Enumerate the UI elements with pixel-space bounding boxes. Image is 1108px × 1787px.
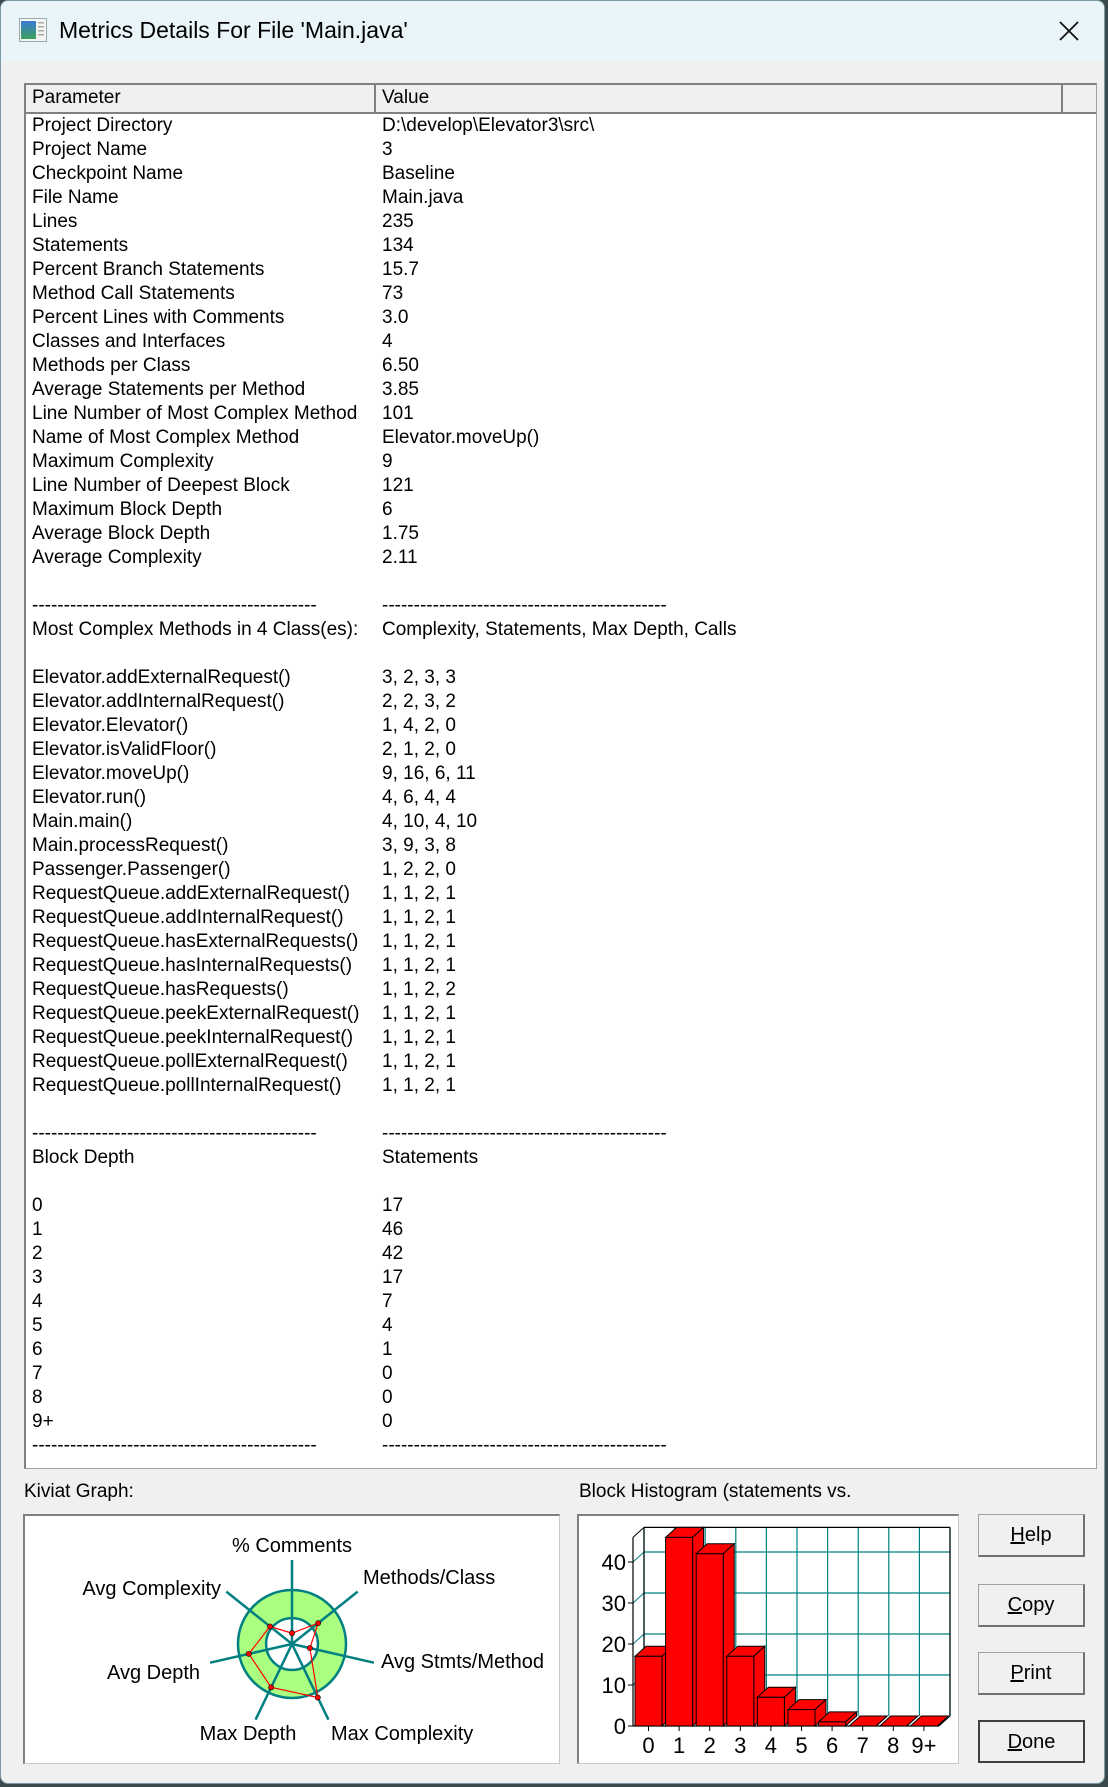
parameter-cell: Main.processRequest()	[32, 835, 229, 856]
value-cell: 9	[382, 451, 393, 472]
block-histogram-label: Block Histogram (statements vs.	[579, 1481, 852, 1502]
value-cell: 9, 16, 6, 11	[382, 763, 476, 784]
parameter-cell: Average Block Depth	[32, 523, 211, 544]
value-cell: 3, 2, 3, 3	[382, 667, 456, 688]
table-row[interactable]	[26, 330, 1096, 354]
value-cell: 15.7	[382, 259, 419, 280]
table-row[interactable]	[26, 810, 1096, 834]
value-cell: 1, 1, 2, 1	[382, 907, 456, 928]
parameter-cell: Line Number of Deepest Block	[32, 475, 290, 496]
parameter-cell: 1	[32, 1219, 43, 1240]
parameter-cell: ---------------------------------------------	[32, 1435, 317, 1456]
block-histogram-panel	[577, 1514, 959, 1764]
parameter-cell: Percent Lines with Comments	[32, 307, 285, 328]
parameter-cell: 6	[32, 1339, 43, 1360]
parameter-cell: File Name	[32, 187, 119, 208]
kiviat-axis-label: Methods/Class	[363, 1567, 496, 1589]
table-row[interactable]	[26, 1386, 1096, 1410]
value-cell: 1, 1, 2, 1	[382, 955, 456, 976]
parameter-cell: Main.main()	[32, 811, 133, 832]
print-button-mnemonic: P	[1010, 1662, 1024, 1684]
table-row[interactable]	[26, 1002, 1096, 1026]
value-cell: Main.java	[382, 187, 464, 208]
value-cell: Complexity, Statements, Max Depth, Calls	[382, 619, 737, 640]
value-cell: 1, 1, 2, 2	[382, 979, 456, 1000]
value-cell: 0	[382, 1387, 393, 1408]
value-cell: Elevator.moveUp()	[382, 427, 540, 448]
column-header-empty[interactable]	[1063, 85, 1097, 112]
parameter-cell: RequestQueue.addExternalRequest()	[32, 883, 350, 904]
table-row[interactable]	[26, 1170, 1096, 1194]
parameter-cell: Percent Branch Statements	[32, 259, 265, 280]
table-row[interactable]	[26, 1122, 1096, 1146]
value-cell: 7	[382, 1291, 393, 1312]
list-rows	[26, 114, 1096, 1458]
table-row[interactable]	[26, 1410, 1096, 1434]
table-row[interactable]	[26, 498, 1096, 522]
table-row[interactable]	[26, 138, 1096, 162]
parameter-cell: ---------------------------------------------	[32, 1123, 317, 1144]
value-cell: 1, 1, 2, 1	[382, 1027, 456, 1048]
parameter-cell: Statements	[32, 235, 129, 256]
value-cell: 4	[382, 331, 393, 352]
parameter-cell: Methods per Class	[32, 355, 191, 376]
kiviat-point	[246, 1651, 251, 1656]
parameter-cell: Name of Most Complex Method	[32, 427, 300, 448]
table-row[interactable]	[26, 714, 1096, 738]
table-row[interactable]	[26, 738, 1096, 762]
parameter-cell: 0	[32, 1195, 43, 1216]
x-tick-label: 0	[642, 1733, 655, 1758]
value-cell: 1.75	[382, 523, 419, 544]
table-row[interactable]	[26, 258, 1096, 282]
table-row[interactable]	[26, 786, 1096, 810]
value-cell: 4, 6, 4, 4	[382, 787, 456, 808]
done-button-mnemonic: D	[1007, 1731, 1023, 1753]
kiviat-graph-panel	[23, 1514, 560, 1764]
table-row[interactable]	[26, 882, 1096, 906]
value-cell: 17	[382, 1195, 404, 1216]
parameter-cell: RequestQueue.peekInternalRequest()	[32, 1027, 354, 1048]
parameter-cell: RequestQueue.peekExternalRequest()	[32, 1003, 360, 1024]
parameter-cell: Maximum Block Depth	[32, 499, 223, 520]
table-row[interactable]	[26, 474, 1096, 498]
x-tick-label: 3	[734, 1733, 747, 1758]
value-cell: 2.11	[382, 547, 418, 568]
table-row[interactable]	[26, 834, 1096, 858]
plot-corner	[633, 1527, 644, 1537]
copy-button-mnemonic: C	[1007, 1594, 1023, 1616]
parameter-cell: 9+	[32, 1411, 54, 1432]
table-row[interactable]	[26, 186, 1096, 210]
table-row[interactable]	[26, 234, 1096, 258]
table-row[interactable]	[26, 1218, 1096, 1242]
table-row[interactable]	[26, 1074, 1096, 1098]
value-cell: 73	[382, 283, 404, 304]
x-tick-label: 4	[764, 1733, 778, 1758]
help-button-mnemonic: H	[1010, 1524, 1025, 1546]
parameter-cell: 7	[32, 1363, 43, 1384]
x-tick-label: 8	[887, 1733, 900, 1758]
kiviat-point	[316, 1621, 321, 1626]
block-histogram	[579, 1516, 957, 1762]
table-row[interactable]	[26, 402, 1096, 426]
table-row[interactable]	[26, 378, 1096, 402]
value-cell: 1, 4, 2, 0	[382, 715, 456, 736]
table-row[interactable]	[26, 1026, 1096, 1050]
bar-front	[666, 1537, 693, 1726]
parameter-cell: 5	[32, 1315, 43, 1336]
value-cell: 101	[382, 403, 414, 424]
value-cell: 3, 9, 3, 8	[382, 835, 456, 856]
table-row[interactable]	[26, 666, 1096, 690]
parameter-cell: 2	[32, 1243, 43, 1264]
table-row[interactable]	[26, 354, 1096, 378]
value-cell: 3.0	[382, 307, 409, 328]
value-cell: 1, 2, 2, 0	[382, 859, 456, 880]
print-button-label: rint	[1023, 1662, 1052, 1684]
table-row[interactable]	[26, 1098, 1096, 1122]
table-row[interactable]	[26, 1290, 1096, 1314]
x-tick-label: 7	[856, 1733, 869, 1758]
list-header	[26, 85, 1096, 114]
table-row[interactable]	[26, 1242, 1096, 1266]
table-row[interactable]	[26, 954, 1096, 978]
table-row[interactable]	[26, 282, 1096, 306]
grid-line-side	[633, 1634, 644, 1644]
table-row[interactable]	[26, 546, 1096, 570]
y-tick-label: 20	[601, 1632, 626, 1657]
value-cell: 17	[382, 1267, 404, 1288]
kiviat-axis-label: Avg Stmts/Method	[381, 1651, 545, 1673]
table-row[interactable]	[26, 210, 1096, 234]
table-row[interactable]	[26, 762, 1096, 786]
column-header-parameter[interactable]: Parameter	[26, 85, 376, 112]
kiviat-point	[267, 1624, 272, 1629]
parameter-cell: Checkpoint Name	[32, 163, 184, 184]
table-row[interactable]	[26, 1338, 1096, 1362]
bar-front	[788, 1710, 815, 1726]
kiviat-point	[315, 1695, 320, 1700]
value-cell: 121	[382, 475, 414, 496]
table-row[interactable]	[26, 858, 1096, 882]
parameter-cell: 8	[32, 1387, 43, 1408]
bar-front	[727, 1656, 754, 1726]
y-tick-label: 0	[613, 1714, 626, 1739]
table-row[interactable]	[26, 690, 1096, 714]
value-cell: ---------------------------------------------	[382, 1123, 667, 1144]
parameter-cell: Elevator.run()	[32, 787, 147, 808]
value-cell: 134	[382, 235, 414, 256]
parameter-cell: Most Complex Methods in 4 Class(es):	[32, 619, 359, 640]
table-row[interactable]	[26, 1194, 1096, 1218]
value-cell: 1, 1, 2, 1	[382, 931, 456, 952]
table-row[interactable]	[26, 162, 1096, 186]
table-row[interactable]	[26, 1266, 1096, 1290]
grid-line-side	[633, 1593, 644, 1603]
metrics-list[interactable]	[24, 83, 1097, 1469]
close-button[interactable]	[1034, 1, 1104, 61]
kiviat-graph	[25, 1516, 558, 1762]
bar-front	[696, 1554, 723, 1726]
value-cell: 42	[382, 1243, 404, 1264]
table-row[interactable]	[26, 1314, 1096, 1338]
value-cell: ---------------------------------------------	[382, 1435, 667, 1456]
bar-front	[819, 1722, 846, 1726]
kiviat-graph-label: Kiviat Graph:	[24, 1481, 134, 1502]
parameter-cell: 3	[32, 1267, 43, 1288]
parameter-cell: Elevator.moveUp()	[32, 763, 190, 784]
table-row[interactable]	[26, 642, 1096, 666]
done-button-label: one	[1022, 1731, 1056, 1753]
parameter-cell: Block Depth	[32, 1147, 135, 1168]
parameter-cell: Project Name	[32, 139, 148, 160]
x-tick-label: 5	[795, 1733, 808, 1758]
x-tick-label: 1	[672, 1733, 686, 1758]
parameter-cell: Elevator.isValidFloor()	[32, 739, 217, 760]
value-cell: D:\develop\Elevator3\src\	[382, 115, 595, 136]
parameter-cell: ---------------------------------------------	[32, 595, 317, 616]
table-row[interactable]	[26, 450, 1096, 474]
value-cell: 3	[382, 139, 393, 160]
kiviat-point	[307, 1645, 312, 1650]
kiviat-axis-label: % Comments	[231, 1535, 353, 1557]
value-cell: 2, 1, 2, 0	[382, 739, 456, 760]
value-cell: 2, 2, 3, 2	[382, 691, 456, 712]
parameter-cell: 4	[32, 1291, 43, 1312]
parameter-cell: Maximum Complexity	[32, 451, 214, 472]
table-row[interactable]	[26, 1146, 1096, 1170]
value-cell: ---------------------------------------------	[382, 595, 667, 616]
y-tick-label: 30	[601, 1591, 626, 1616]
column-header-value[interactable]: Value	[376, 85, 1063, 112]
value-cell: 1	[382, 1339, 393, 1360]
x-tick-label: 9+	[911, 1733, 937, 1758]
value-cell: 46	[382, 1219, 404, 1240]
value-cell: 235	[382, 211, 414, 232]
table-row[interactable]	[26, 426, 1096, 450]
y-tick-label: 40	[601, 1550, 626, 1575]
parameter-cell: Elevator.addExternalRequest()	[32, 667, 291, 688]
kiviat-point	[269, 1685, 274, 1690]
parameter-cell: RequestQueue.pollInternalRequest()	[32, 1075, 342, 1096]
kiviat-point	[289, 1631, 294, 1636]
value-cell: 0	[382, 1363, 393, 1384]
parameter-cell: Classes and Interfaces	[32, 331, 226, 352]
parameter-cell: Elevator.addInternalRequest()	[32, 691, 285, 712]
parameter-cell: Project Directory	[32, 115, 173, 136]
parameter-cell: RequestQueue.pollExternalRequest()	[32, 1051, 348, 1072]
kiviat-axis-label: Avg Depth	[106, 1662, 200, 1684]
y-tick-label: 10	[601, 1673, 626, 1698]
parameter-cell: Method Call Statements	[32, 283, 235, 304]
table-row[interactable]	[26, 1362, 1096, 1386]
print-button[interactable]	[978, 1652, 1085, 1695]
close-icon	[1058, 20, 1080, 42]
value-cell: Baseline	[382, 163, 455, 184]
value-cell: 3.85	[382, 379, 419, 400]
table-row[interactable]	[26, 930, 1096, 954]
grid-line-side	[633, 1552, 644, 1562]
value-cell: 4, 10, 4, 10	[382, 811, 478, 832]
parameter-cell: Passenger.Passenger()	[32, 859, 231, 880]
metrics-app-icon	[19, 18, 47, 42]
parameter-cell: Average Statements per Method	[32, 379, 306, 400]
parameter-cell: Elevator.Elevator()	[32, 715, 189, 736]
table-row[interactable]	[26, 618, 1096, 642]
parameter-cell: Lines	[32, 211, 78, 232]
parameter-cell: RequestQueue.hasExternalRequests()	[32, 931, 359, 952]
bar-front	[635, 1656, 662, 1726]
copy-button[interactable]	[978, 1584, 1085, 1627]
parameter-cell: RequestQueue.hasRequests()	[32, 979, 289, 1000]
help-button[interactable]	[978, 1514, 1085, 1557]
table-row[interactable]	[26, 906, 1096, 930]
value-cell: 6	[382, 499, 393, 520]
value-cell: 1, 1, 2, 1	[382, 1075, 456, 1096]
kiviat-axis-label: Avg Complexity	[82, 1578, 221, 1600]
value-cell: 0	[382, 1411, 393, 1432]
x-tick-label: 6	[825, 1733, 839, 1758]
kiviat-axis-label: Max Complexity	[331, 1723, 474, 1745]
parameter-cell: RequestQueue.hasInternalRequests()	[32, 955, 353, 976]
parameter-cell: Average Complexity	[32, 547, 202, 568]
bar-front	[757, 1697, 784, 1726]
table-row[interactable]	[26, 570, 1096, 594]
table-row[interactable]	[26, 1050, 1096, 1074]
x-tick-label: 2	[703, 1733, 716, 1758]
parameter-cell: RequestQueue.addInternalRequest()	[32, 907, 344, 928]
table-row[interactable]	[26, 522, 1096, 546]
value-cell: 1, 1, 2, 1	[382, 1003, 456, 1024]
value-cell: 1, 1, 2, 1	[382, 883, 456, 904]
title-bar[interactable]	[1, 1, 1104, 61]
table-row[interactable]	[26, 114, 1096, 138]
help-button-label: elp	[1024, 1524, 1052, 1546]
value-cell: 4	[382, 1315, 393, 1336]
value-cell: 6.50	[382, 355, 419, 376]
window-title: Metrics Details For File 'Main.java'	[59, 17, 408, 43]
value-cell: Statements	[382, 1147, 479, 1168]
parameter-cell: Line Number of Most Complex Method	[32, 403, 358, 424]
done-button[interactable]	[978, 1720, 1085, 1763]
table-row[interactable]	[26, 306, 1096, 330]
table-row[interactable]	[26, 1434, 1096, 1458]
kiviat-axis-label: Max Depth	[199, 1723, 297, 1745]
table-row[interactable]	[26, 594, 1096, 618]
copy-button-label: opy	[1022, 1594, 1055, 1616]
table-row[interactable]	[26, 978, 1096, 1002]
value-cell: 1, 1, 2, 1	[382, 1051, 456, 1072]
